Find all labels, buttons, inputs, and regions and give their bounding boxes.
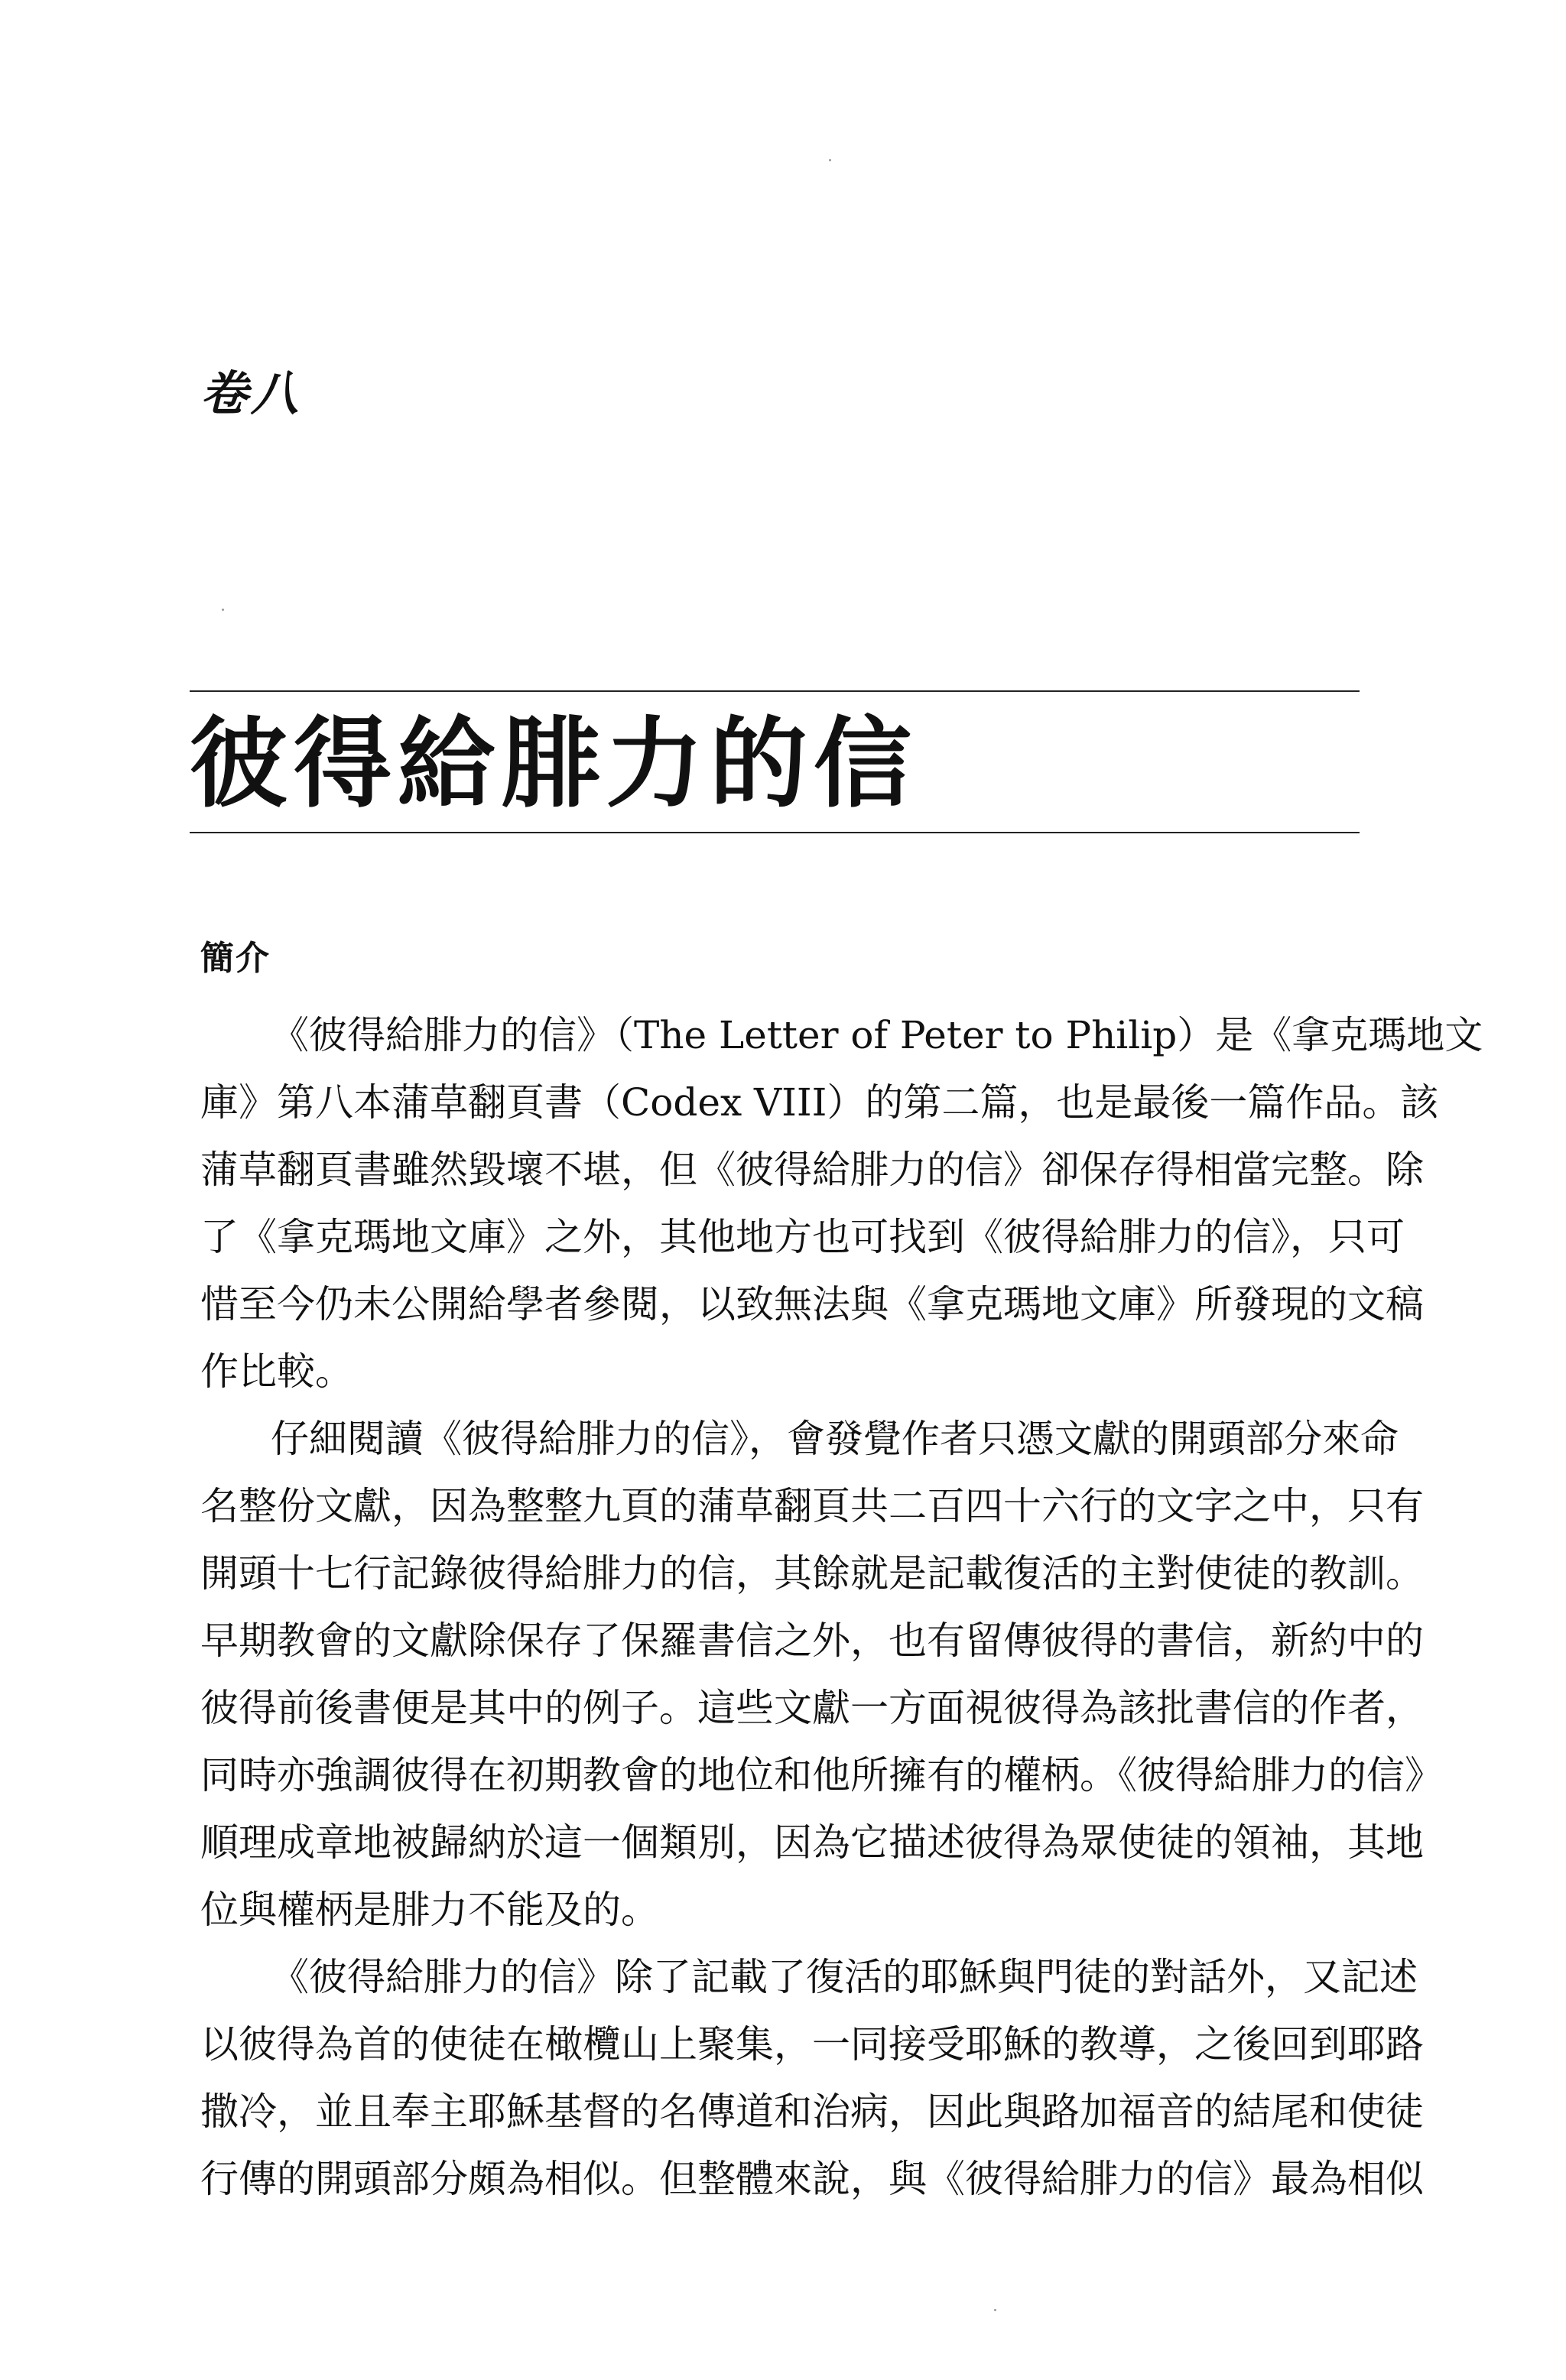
text-line: 順理成章地被歸納於這一個類別，因為它描述彼得為眾使徒的領袖，其地 (200, 1820, 1424, 1865)
volume-label: 卷八 (200, 365, 302, 421)
scan-speck (829, 159, 831, 161)
text-line: 仔細閱讀《彼得給腓力的信》，會發覺作者只憑文獻的開頭部分來命 (271, 1417, 1399, 1461)
scan-speck (994, 2309, 996, 2311)
body-text (200, 1002, 1483, 2213)
paragraph-1 (200, 1002, 1483, 1405)
title-bottom-rule (190, 832, 1360, 833)
text-line: 同時亦強調彼得在初期教會的地位和他所擁有的權柄。《彼得給腓力的信》 (200, 1753, 1443, 1797)
text-line: 彼得前後書便是其中的例子。這些文獻一方面視彼得為該批書信的作者， (200, 1686, 1424, 1730)
scan-speck (222, 609, 224, 611)
text-line: 名整份文獻，因為整整九頁的蒲草翻頁共二百四十六行的文字之中，只有 (200, 1484, 1424, 1528)
title-top-rule (190, 690, 1360, 692)
text-line: 蒲草翻頁書雖然毀壞不堪，但《彼得給腓力的信》卻保存得相當完整。除 (200, 1148, 1424, 1192)
text-line: 開頭十七行記錄彼得給腓力的信，其餘就是記載復活的主對使徒的教訓。 (200, 1551, 1424, 1596)
text-line: 了《拿克瑪地文庫》之外，其他地方也可找到《彼得給腓力的信》，只可 (200, 1215, 1405, 1259)
page-title: 彼得給腓力的信 (190, 707, 918, 821)
section-heading: 簡介 (200, 939, 271, 978)
text-line: 以彼得為首的使徒在橄欖山上聚集，一同接受耶穌的教導，之後回到耶路 (200, 2022, 1424, 2067)
paragraph-2 (200, 1405, 1443, 1943)
text-line: 《彼得給腓力的信》（The Letter of Peter to Philip）是《拿克瑪地文 (271, 1013, 1483, 1057)
text-line: 作比較。 (200, 1349, 353, 1394)
paragraph-3 (200, 1943, 1424, 2213)
text-line: 《彼得給腓力的信》除了記載了復活的耶穌與門徒的對話外，又記述 (271, 1955, 1418, 1999)
text-line: 庫》第八本蒲草翻頁書（Codex VIII）的第二篇，也是最後一篇作品。該 (200, 1080, 1439, 1125)
text-line: 撒冷，並且奉主耶穌基督的名傳道和治病，因此與路加福音的結尾和使徒 (200, 2089, 1424, 2134)
text-line: 位與權柄是腓力不能及的。 (200, 1888, 659, 1932)
text-line: 早期教會的文獻除保存了保羅書信之外，也有留傳彼得的書信，新約中的 (200, 1619, 1424, 1663)
text-line: 行傳的開頭部分頗為相似。但整體來說，與《彼得給腓力的信》最為相似 (200, 2157, 1424, 2201)
text-line: 惜至今仍未公開給學者參閱，以致無法與《拿克瑪地文庫》所發現的文稿 (200, 1282, 1424, 1326)
